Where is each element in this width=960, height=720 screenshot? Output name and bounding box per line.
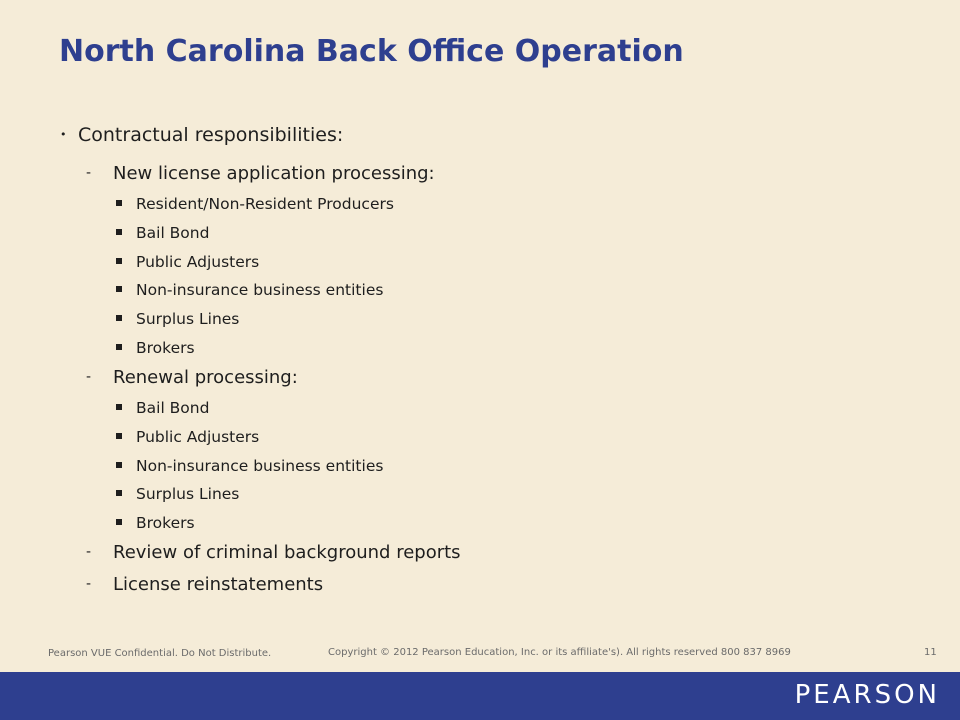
square-bullet-icon xyxy=(116,258,122,264)
contractual-heading: Contractual responsibilities: xyxy=(78,124,344,146)
square-bullet-icon xyxy=(116,200,122,206)
pearson-logo: PEARSON xyxy=(794,680,940,710)
square-bullet-icon xyxy=(116,229,122,235)
brand-footer-bar xyxy=(0,672,960,720)
dash-bullet-icon: - xyxy=(86,544,92,560)
criminal-review-label: Review of criminal background reports xyxy=(113,542,461,563)
reinstatements-label: License reinstatements xyxy=(113,574,324,595)
copyright-notice: Copyright © 2012 Pearson Education, Inc. or its affiliate's). All rights reserved 800 837 8969 xyxy=(328,647,791,658)
square-bullet-icon xyxy=(116,404,122,410)
square-bullet-icon xyxy=(116,519,122,525)
dash-bullet-icon: - xyxy=(86,165,92,181)
dash-bullet-icon: - xyxy=(86,369,92,385)
dash-bullet-icon: - xyxy=(86,576,92,592)
square-bullet-icon xyxy=(116,433,122,439)
confidential-notice: Pearson VUE Confidential. Do Not Distribute. xyxy=(48,648,272,659)
new-license-label: New license application processing: xyxy=(113,163,435,184)
square-bullet-icon xyxy=(116,462,122,468)
page-number: 11 xyxy=(924,647,937,658)
square-bullet-icon xyxy=(116,286,122,292)
slide-title: North Carolina Back Office Operation xyxy=(59,34,684,69)
square-bullet-icon xyxy=(116,490,122,496)
round-bullet-icon: • xyxy=(60,128,67,141)
square-bullet-icon xyxy=(116,344,122,350)
square-bullet-icon xyxy=(116,315,122,321)
renewal-label: Renewal processing: xyxy=(113,367,298,388)
